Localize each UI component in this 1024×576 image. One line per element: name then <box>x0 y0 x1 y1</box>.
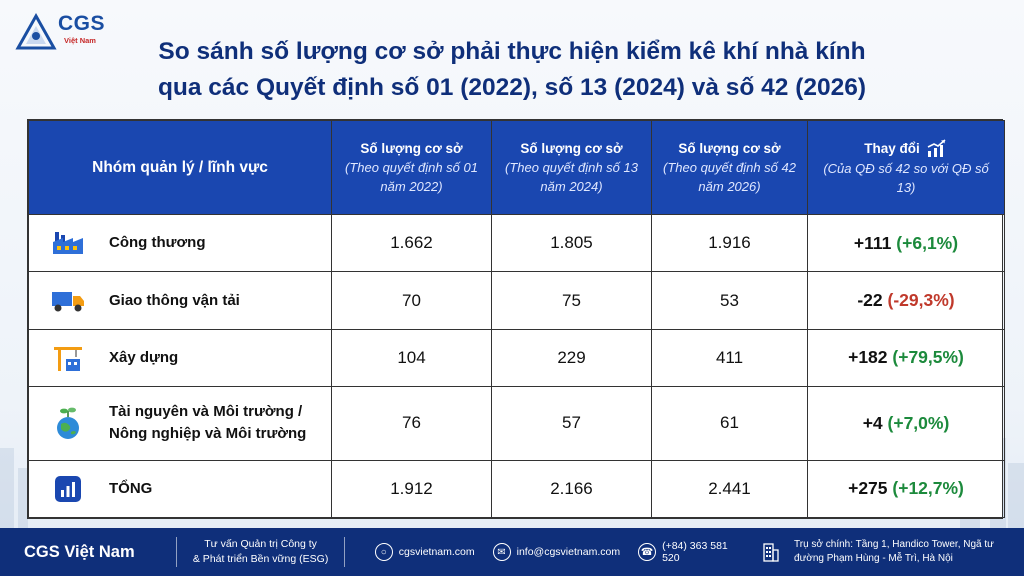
bar-chart-icon <box>54 475 82 503</box>
truck-icon <box>51 289 85 313</box>
change-cell <box>808 460 1005 517</box>
footer-website[interactable] <box>375 543 475 561</box>
page-title <box>100 34 924 106</box>
change-cell <box>808 387 1005 460</box>
footer-phone-text[interactable]: (+84) 363 581 520 <box>662 540 728 564</box>
earth-plant-icon <box>53 406 83 440</box>
change-cell <box>808 215 1005 272</box>
footer-email[interactable] <box>493 543 620 561</box>
header-group: Nhóm quản lý / lĩnh vực <box>29 121 332 215</box>
footer-website-text[interactable]: cgsvietnam.com <box>398 546 475 558</box>
title-line-1: So sánh số lượng cơ sở phải thực hiện kiểm kê khí nhà kính <box>158 38 866 65</box>
footer-address <box>762 538 1024 566</box>
growth-chart-icon <box>926 139 948 159</box>
change-delta: +4 <box>862 412 883 433</box>
footer-address-text <box>794 538 1024 566</box>
value-2026: 1.916 <box>652 215 808 272</box>
factory-icon <box>51 230 85 256</box>
value-2026: 53 <box>652 272 808 329</box>
value-2024: 229 <box>492 329 652 386</box>
value-2022: 70 <box>332 272 492 329</box>
header-2022-title: Số lượng cơ sở <box>360 141 463 156</box>
value-2022: 104 <box>332 329 492 386</box>
group-label-line-2: Nông nghiệp và Môi trường <box>109 425 307 443</box>
header-2024-title: Số lượng cơ sở <box>520 141 623 156</box>
header-change-title: Thay đổi <box>864 141 920 156</box>
header-2024 <box>492 121 652 215</box>
change-cell <box>808 272 1005 329</box>
change-cell <box>808 329 1005 386</box>
group-label <box>109 401 306 445</box>
title-line-2: qua các Quyết định số 01 (2022), số 13 (2024) và số 42 (2026) <box>157 74 867 101</box>
change-percent: (+6,1%) <box>896 232 959 253</box>
table-header-row <box>29 121 1005 215</box>
logo-text: CGS <box>58 12 106 35</box>
change-percent: (+12,7%) <box>892 478 964 499</box>
footer-address-line-1: Trụ sở chính: Tầng 1, Handico Tower, Ngã tư <box>794 539 994 550</box>
header-2022-sub: (Theo quyết định số 01 năm 2022) <box>345 160 478 194</box>
change-percent: (+79,5%) <box>892 347 964 368</box>
footer-tagline-line-1: Tư vấn Quản trị Công ty <box>204 538 317 550</box>
value-2026: 2.441 <box>652 460 808 517</box>
group-label: Giao thông vận tải <box>109 291 240 309</box>
change-delta: -22 <box>857 290 883 311</box>
value-2022: 76 <box>332 387 492 460</box>
footer-tagline <box>189 537 331 567</box>
footer-brand: CGS Việt Nam <box>24 542 135 561</box>
header-2026 <box>652 121 808 215</box>
globe-icon: ○ <box>375 543 393 561</box>
table-row <box>29 215 1005 272</box>
building-icon <box>762 542 780 562</box>
comparison-table <box>27 119 1003 519</box>
logo-subtext: Việt Nam <box>64 36 96 45</box>
group-label: TỔNG <box>109 479 153 497</box>
change-delta: +182 <box>848 347 888 368</box>
table-row-total <box>29 460 1005 517</box>
header-2022 <box>332 121 492 215</box>
table-row <box>29 272 1005 329</box>
change-percent: (+7,0%) <box>887 412 950 433</box>
value-2026: 411 <box>652 329 808 386</box>
value-2024: 57 <box>492 387 652 460</box>
value-2022: 1.662 <box>332 215 492 272</box>
mail-icon: ✉ <box>493 543 511 561</box>
header-2026-sub: (Theo quyết định số 42 năm 2026) <box>663 160 796 194</box>
change-delta: +275 <box>848 478 888 499</box>
header-change <box>808 121 1005 215</box>
header-2026-title: Số lượng cơ sở <box>678 141 781 156</box>
footer-email-text[interactable]: info@cgsvietnam.com <box>516 546 621 558</box>
value-2026: 61 <box>652 387 808 460</box>
footer-divider <box>176 537 177 567</box>
value-2024: 2.166 <box>492 460 652 517</box>
crane-icon <box>52 343 84 373</box>
table-row <box>29 387 1005 460</box>
footer <box>0 528 1024 576</box>
phone-icon: ☎ <box>638 543 656 561</box>
group-label: Xây dựng <box>109 348 179 366</box>
header-change-sub: (Của QĐ số 42 so với QĐ số 13) <box>823 160 989 195</box>
change-percent: (-29,3%) <box>887 290 955 311</box>
footer-phone[interactable] <box>638 540 744 564</box>
value-2024: 1.805 <box>492 215 652 272</box>
value-2024: 75 <box>492 272 652 329</box>
group-label: Công thương <box>109 234 206 252</box>
footer-divider <box>344 537 345 567</box>
header-2024-sub: (Theo quyết định số 13 năm 2024) <box>505 160 638 194</box>
group-label-line-1: Tài nguyên và Môi trường / <box>109 403 303 421</box>
change-delta: +111 <box>853 232 892 253</box>
table-row <box>29 329 1005 386</box>
value-2022: 1.912 <box>332 460 492 517</box>
footer-address-line-2: đường Phạm Hùng - Mễ Trì, Hà Nội <box>794 553 953 564</box>
footer-tagline-line-2: & Phát triển Bền vững (ESG) <box>192 553 329 565</box>
